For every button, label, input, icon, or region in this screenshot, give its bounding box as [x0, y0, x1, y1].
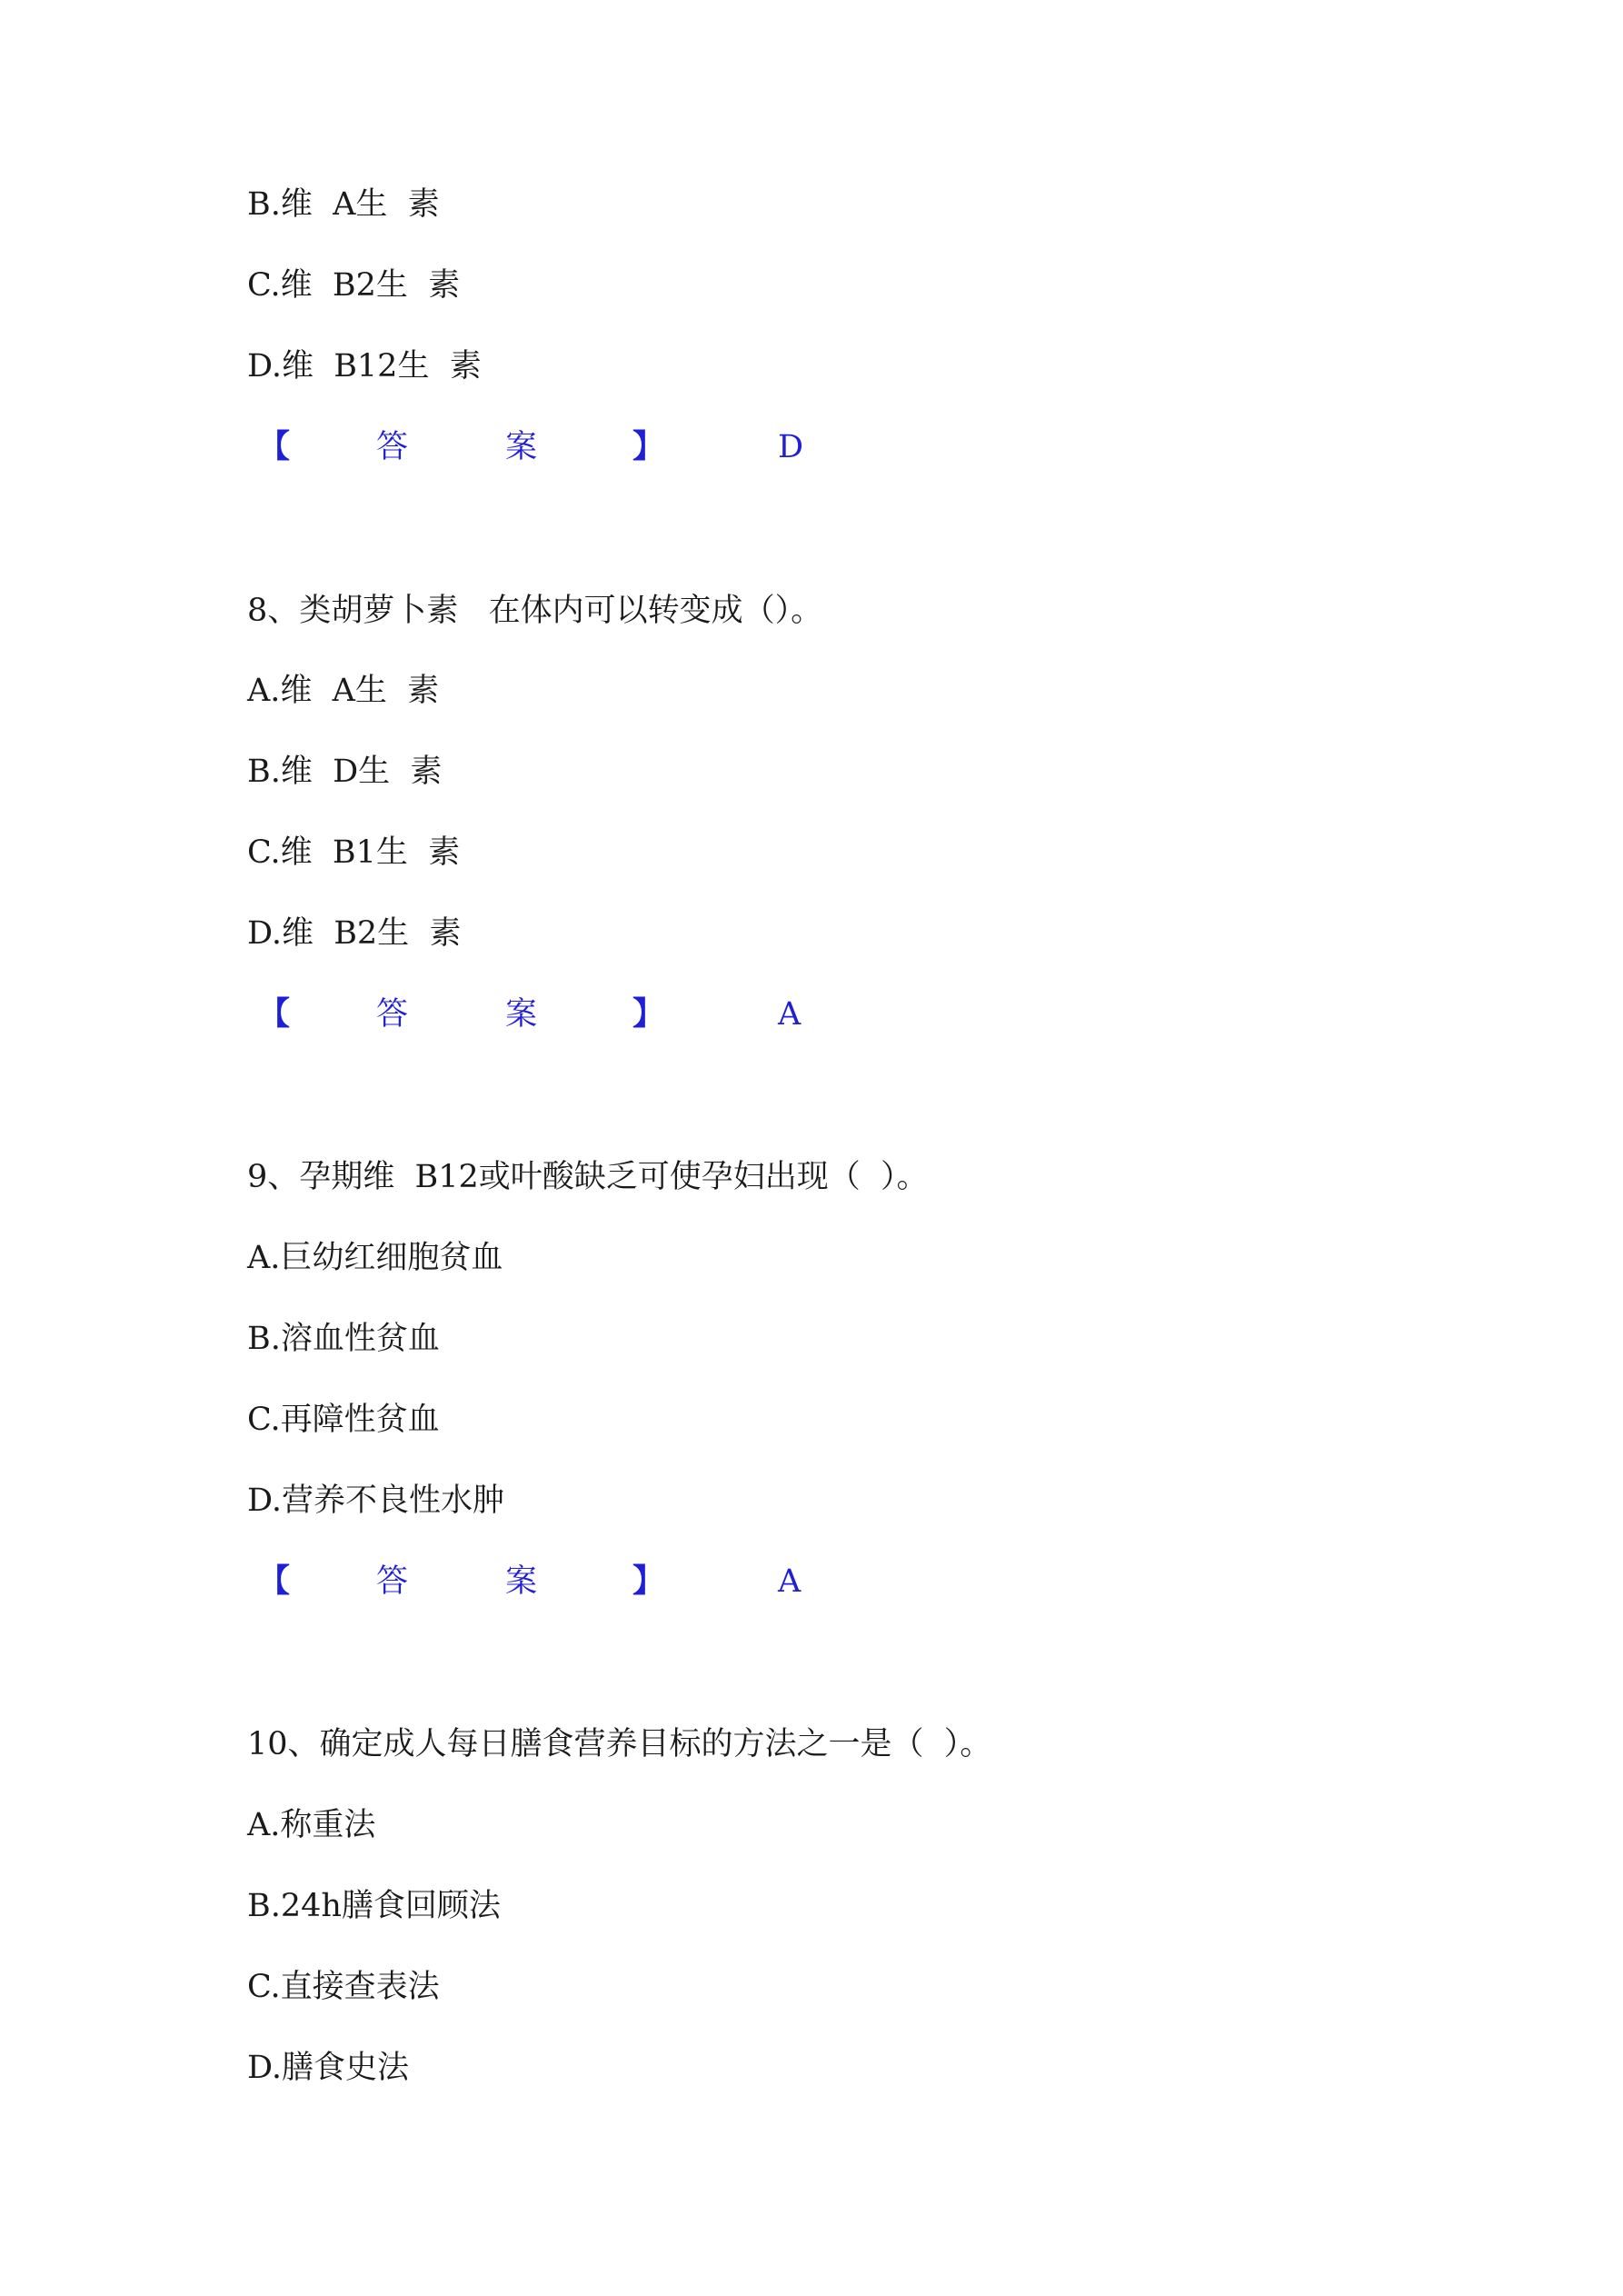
q10-stem: 10、确定成人每日膳食营养目标的方法之一是（ ）。	[247, 1726, 992, 1762]
q9-option-c: C.再障性贫血	[247, 1402, 440, 1438]
answer-open-bracket: 【	[258, 428, 291, 465]
answer-open-bracket: 【	[258, 1562, 291, 1600]
answer-value: A	[778, 996, 802, 1033]
q10-option-c: C.直接查表法	[247, 1969, 440, 2005]
answer-close-bracket: 】	[632, 995, 665, 1033]
q10-option-d: D.膳食史法	[247, 2050, 409, 2086]
q8-stem: 8、类胡萝卜素 在体内可以转变成（）。	[247, 593, 823, 629]
q8-option-d: D.维 B2生 素	[247, 915, 462, 952]
q9-option-a: A.巨幼红细胞贫血	[247, 1240, 503, 1276]
answer-label-2: 案	[505, 996, 538, 1033]
answer-close-bracket: 】	[632, 428, 665, 465]
answer-label-1: 答	[376, 996, 409, 1033]
answer-label-1: 答	[376, 429, 409, 465]
q8-option-a: A.维 A生 素	[247, 673, 440, 709]
q9-option-d: D.营养不良性水肿	[247, 1482, 504, 1519]
answer-open-bracket: 【	[258, 995, 291, 1033]
answer-label-2: 案	[505, 429, 538, 465]
q10-option-a: A.称重法	[247, 1807, 376, 1843]
q8-option-b: B.维 D生 素	[247, 754, 443, 790]
q8-option-c: C.维 B1生 素	[247, 834, 461, 871]
q9-option-b: B.溶血性贫血	[247, 1321, 440, 1357]
answer-value: D	[778, 429, 804, 465]
q7-option-c: C.维 B2生 素	[247, 267, 461, 304]
q7-option-b: B.维 A生 素	[247, 186, 440, 223]
answer-label-1: 答	[376, 1563, 409, 1600]
answer-value: A	[778, 1563, 802, 1600]
q7-option-d: D.维 B12生 素	[247, 348, 482, 384]
answer-close-bracket: 】	[632, 1562, 665, 1600]
q9-stem: 9、孕期维 B12或叶酸缺乏可使孕妇出现（ ）。	[247, 1159, 929, 1195]
answer-label-2: 案	[505, 1563, 538, 1600]
q10-option-b: B.24h膳食回顾法	[247, 1888, 501, 1924]
